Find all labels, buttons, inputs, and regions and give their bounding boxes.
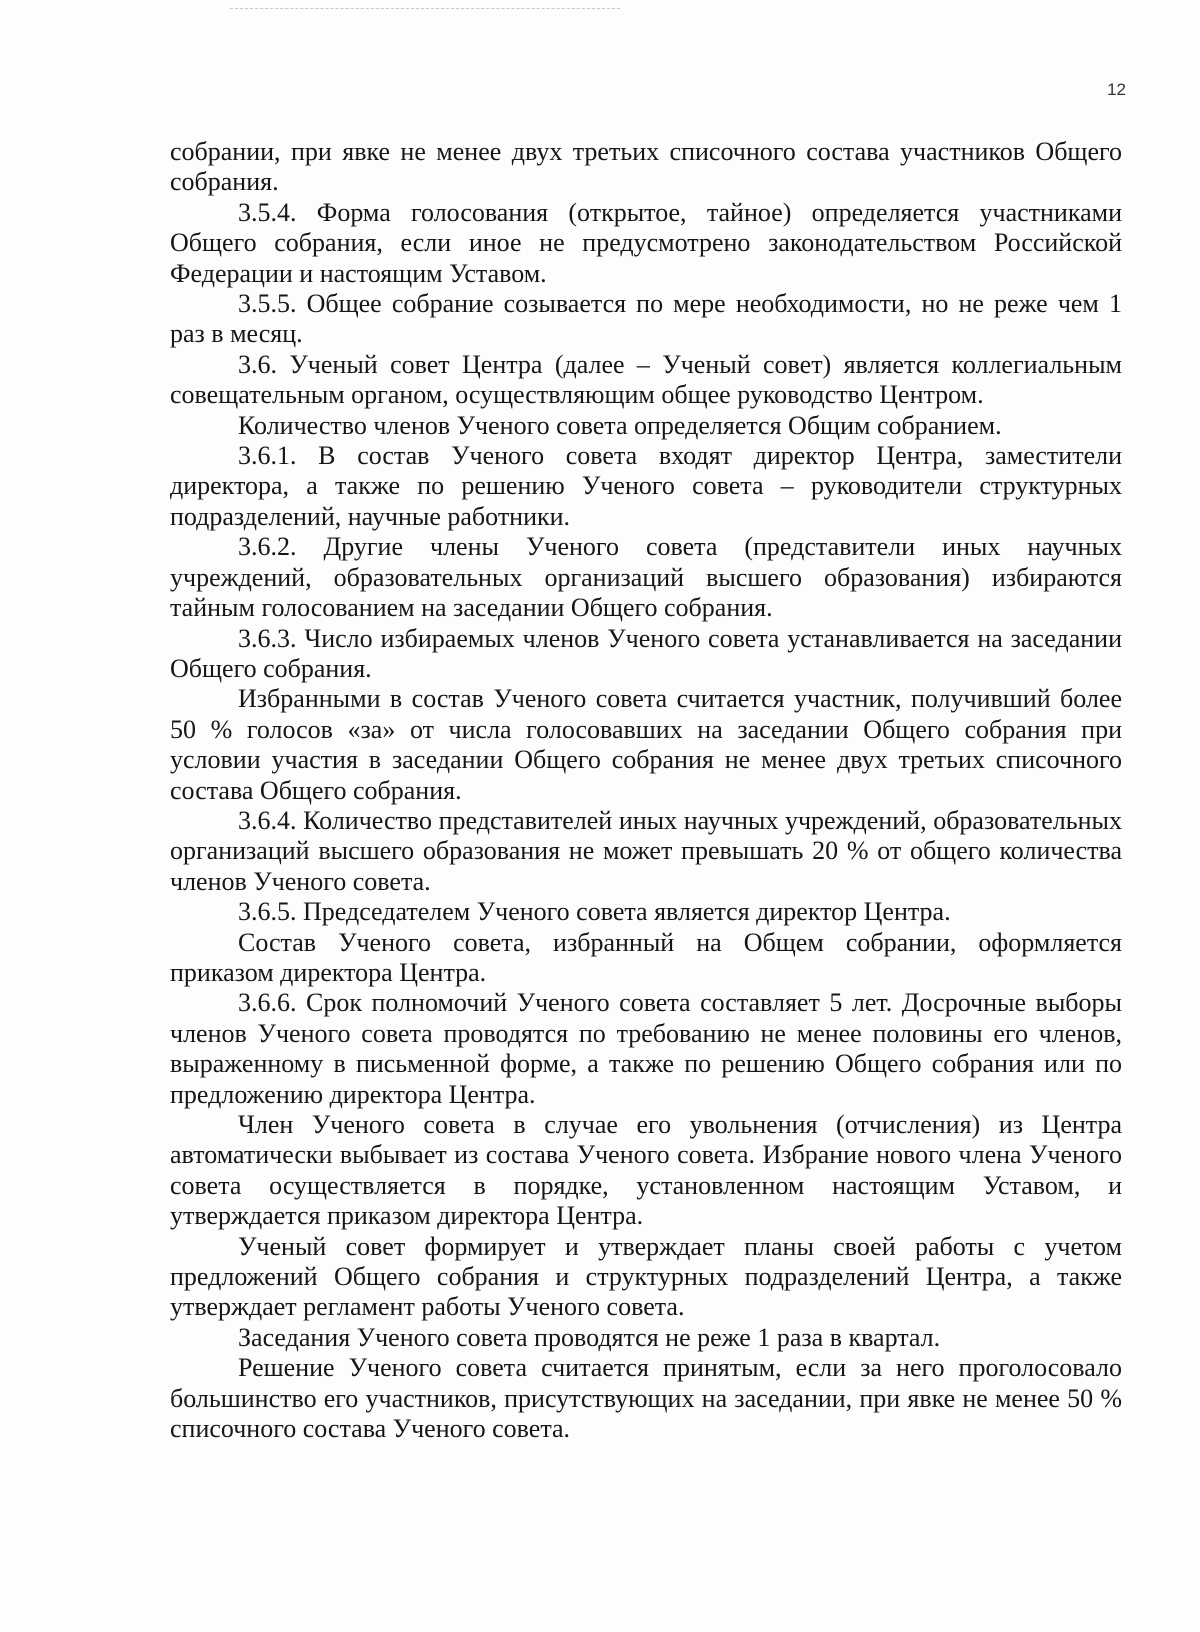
paragraph-3-6-6: 3.6.6. Срок полномочий Ученого совета составляет 5 лет. Досрочные выборы членов Ученого совета проводятся по требованию не менее половины его членов, выраженному в письменной форме, а также по решению Общего собрания или по предложению директора Центра. [170,988,1122,1109]
paragraph: Количество членов Ученого совета определяется Общим собранием. [238,410,1002,440]
page-number: 12 [1107,80,1126,99]
paragraph: собрании, при явке не менее двух третьих списочного состава участников Общего собрания. [170,137,1122,197]
paragraph: Избранными в состав Ученого совета считается участник, получивший более 50 % голосов «за» от числа голосовавших на заседании Общего собрания при условии участия в заседании Общего собрания не менее двух третьих списочного состава Общего собрания. [170,684,1122,805]
paragraph-3-5-5: 3.5.5. Общее собрание созывается по мере необходимости, но не реже чем 1 раз в месяц. [170,289,1122,349]
paragraph: Заседания Ученого совета проводятся не реже 1 раза в квартал. [238,1322,941,1352]
document-body [170,137,1122,1444]
paragraph-3-6-3: 3.6.3. Число избираемых членов Ученого совета устанавливается на заседании Общего собрания. [170,623,1122,683]
paragraph-3-5-4: 3.5.4. Форма голосования (открытое, тайное) определяется участниками Общего собрания, если иное не предусмотрено законодательством Российской Федерации и настоящим Уставом. [170,197,1122,288]
paragraph-3-6-2: 3.6.2. Другие члены Ученого совета (представители иных научных учреждений, образовательных организаций высшего образования) избираются тайным голосованием на заседании Общего собрания. [170,532,1122,623]
paragraph-3-6: 3.6. Ученый совет Центра (далее – Ученый совет) является коллегиальным совещательным органом, осуществляющим общее руководство Центром. [170,349,1122,410]
paragraph: Решение Ученого совета считается принятым, если за него проголосовало большинство его участников, присутствующих на заседании, при явке не менее 50 % списочного состава Ученого совета. [170,1353,1122,1444]
paragraph-3-6-4: 3.6.4. Количество представителей иных научных учреждений, образовательных организаций высшего образования не может превышать 20 % от общего количества членов Ученого совета. [170,805,1122,896]
scan-artifact-line [230,8,620,9]
paragraph-3-6-5: 3.6.5. Председателем Ученого совета является директор Центра. [238,897,951,927]
paragraph-3-6-1: 3.6.1. В состав Ученого совета входят директор Центра, заместители директора, а также по решению Ученого совета – руководители структурных подразделений, научные работники. [170,441,1122,531]
paragraph: Член Ученого совета в случае его увольнения (отчисления) из Центра автоматически выбывает из состава Ученого совета. Избрание нового члена Ученого совета осуществляется в порядке, установленном настоящим Уставом, и утверждается приказом директора Центра. [170,1110,1122,1231]
paragraph: Ученый совет формирует и утверждает планы своей работы с учетом предложений Общего собрания и структурных подразделений Центра, а также утверждает регламент работы Ученого совета. [170,1231,1122,1322]
paragraph: Состав Ученого совета, избранный на Общем собрании, оформляется приказом директора Центра. [170,927,1122,987]
